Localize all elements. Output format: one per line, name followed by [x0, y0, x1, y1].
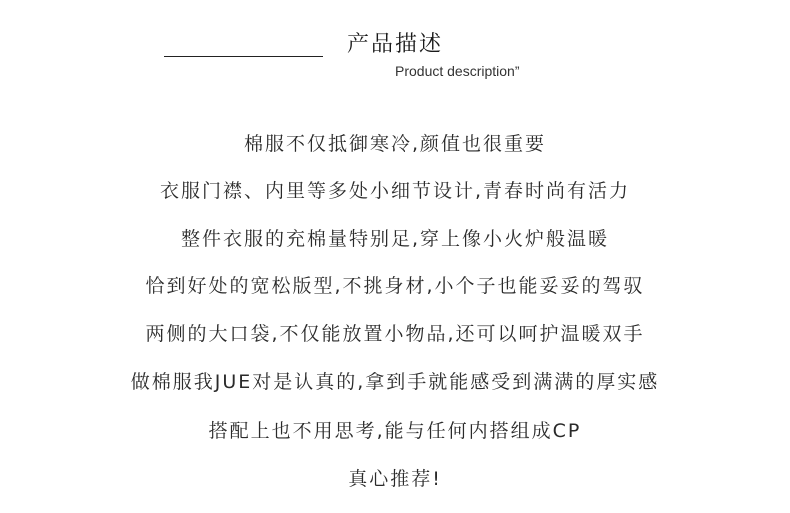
description-line: 恰到好处的宽松版型,不挑身材,小个子也能妥妥的驾驭 — [145, 275, 645, 297]
header-divider-line — [164, 56, 323, 57]
section-subtitle: Product description” — [395, 63, 520, 79]
description-line: 搭配上也不用思考,能与任何内搭组成CP — [208, 420, 582, 442]
description-line: 棉服不仅抵御寒冷,颜值也很重要 — [243, 133, 547, 155]
description-line: 真心推荐! — [348, 468, 442, 490]
section-title: 产品描述 — [347, 32, 444, 57]
description-line: 整件衣服的充棉量特别足,穿上像小火炉般温暖 — [180, 228, 610, 250]
description-line: 两侧的大口袋,不仅能放置小物品,还可以呵护温暖双手 — [145, 323, 645, 345]
description-line: 做棉服我JUE对是认真的,拿到手就能感受到满满的厚实感 — [130, 371, 660, 393]
description-line: 衣服门襟、内里等多处小细节设计,青春时尚有活力 — [159, 180, 631, 202]
